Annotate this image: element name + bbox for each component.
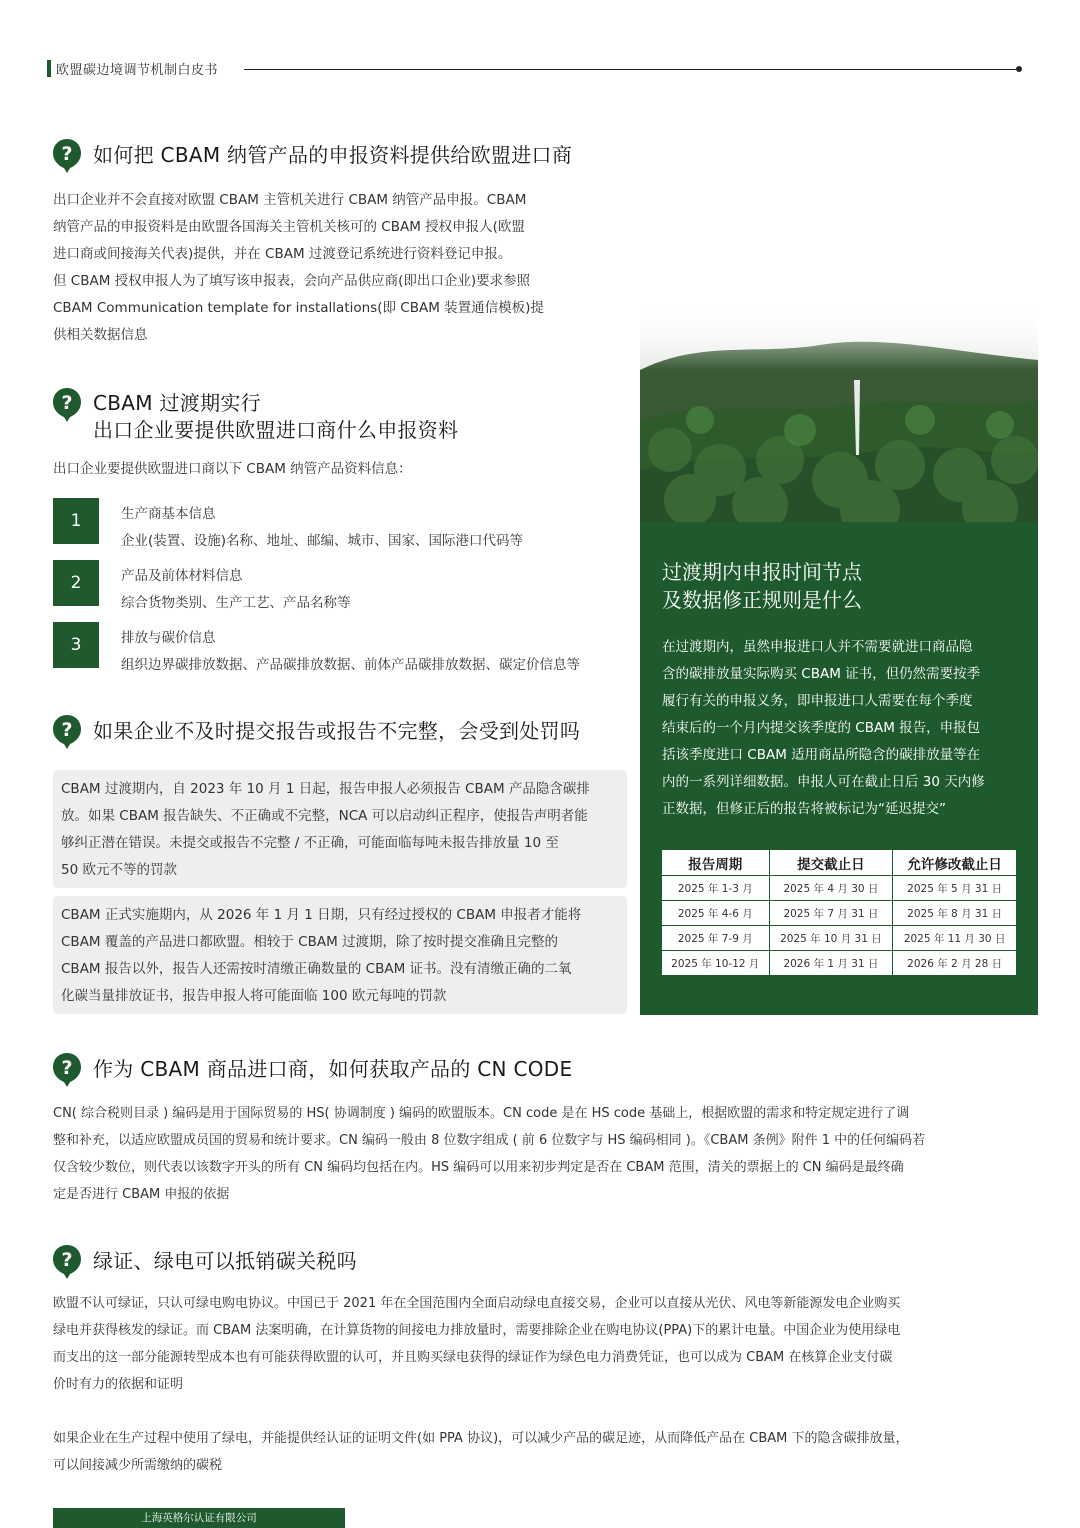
table-header-cell: 允许修改截止日 (893, 850, 1017, 876)
section-heading: 作为 CBAM 商品进口商，如何获取产品的 CN CODE (93, 1057, 573, 1081)
list-item-desc: 组织边界碳排放数据、产品碳排放数据、前体产品碳排放数据、碳定价信息等 (121, 657, 580, 673)
table-cell: 2025 年 4-6 月 (662, 901, 770, 926)
waterfall-forest-photo (640, 300, 1038, 522)
table-cell: 2026 年 2 月 28 日 (893, 951, 1017, 976)
list-number-badge: 1 (53, 498, 99, 544)
table-row (662, 951, 1017, 976)
table-header-cell: 提交截止日 (769, 850, 893, 876)
list-item-title: 排放与碳价信息 (121, 630, 216, 646)
page-header (47, 58, 1022, 80)
table-cell: 2025 年 7-9 月 (662, 926, 770, 951)
document-title: 欧盟碳边境调节机制白皮书 (56, 63, 219, 78)
table-header-row (662, 850, 1017, 876)
footer-company: 上海英格尔认证有限公司 (53, 1508, 345, 1528)
section-heading: 绿证、绿电可以抵销碳关税吗 (93, 1249, 357, 1273)
table-cell: 2025 年 10 月 31 日 (769, 926, 893, 951)
header-rule (244, 69, 1018, 70)
list-number-badge: 3 (53, 622, 99, 668)
list-item-title: 产品及前体材料信息 (121, 568, 243, 584)
table-header-cell: 报告周期 (662, 850, 770, 876)
question-icon (52, 387, 82, 423)
question-icon (52, 138, 82, 174)
table-row (662, 876, 1017, 901)
section-heading: 出口企业要提供欧盟进口商什么申报资料 (93, 418, 459, 442)
header-accent-bar (47, 60, 51, 77)
section-heading: 如何把 CBAM 纳管产品的申报资料提供给欧盟进口商 (93, 143, 573, 167)
panel-title: 过渡期内申报时间节点 及数据修正规则是什么 (662, 560, 862, 612)
question-icon (52, 714, 82, 750)
header-rule-dot (1016, 66, 1022, 72)
penalty-info-box: CBAM 过渡期内，自 2023 年 10 月 1 日起，报告申报人必须报告 CBAM 产品隐含碳排 放。如果 CBAM 报告缺失、不正确或不完整，NCA 可以启动纠正程序，使报告声明者能 够纠正潜在错误。未提交或报告不完整 / 不正确，可能面临每吨未报告排放量 10 至 50 欧元不等的罚款 (53, 770, 627, 888)
section-paragraph: 出口企业并不会直接对欧盟 CBAM 主管机关进行 CBAM 纳管产品申报。CBAM 纳管产品的申报资料是由欧盟各国海关主管机关核可的 CBAM 授权申报人(欧盟 进口商或间接海关代表)提供，并在 CBAM 过渡登记系统进行资料登记申报。 但 CBAM 授权申报人为了填写该申报表，会向产品供应商(即出口企业)要求参照 CBAM Communication template for installations(即 CBAM 装置通信模板)提 供相关数据信息 (53, 192, 544, 343)
question-icon (52, 1244, 82, 1280)
section-heading: 如果企业不及时提交报告或报告不完整，会受到处罚吗 (93, 719, 581, 743)
table-cell: 2026 年 1 月 31 日 (769, 951, 893, 976)
list-number-badge: 2 (53, 560, 99, 606)
table-cell: 2025 年 10-12 月 (662, 951, 770, 976)
table-row (662, 901, 1017, 926)
table-cell: 2025 年 1-3 月 (662, 876, 770, 901)
section-heading: CBAM 过渡期实行 (93, 391, 261, 415)
section-intro: 出口企业要提供欧盟进口商以下 CBAM 纳管产品资料信息： (53, 461, 412, 477)
table-row (662, 926, 1017, 951)
table-cell: 2025 年 8 月 31 日 (893, 901, 1017, 926)
section-paragraph: 如果企业在生产过程中使用了绿电，并能提供经认证的证明文件(如 PPA 协议)，可以减少产品的碳足迹，从而降低产品在 CBAM 下的隐含碳排放量， 可以间接减少所需缴纳的碳税 (53, 1431, 909, 1473)
penalty-info-box: CBAM 正式实施期内，从 2026 年 1 月 1 日期，只有经过授权的 CBAM 申报者才能将 CBAM 覆盖的产品进口都欧盟。相较于 CBAM 过渡期，除了按时提交准确且完整的 CBAM 报告以外，报告人还需按时清缴正确数量的 CBAM 证书。没有清缴正确的二氧 化碳当量排放证书，报告申报人将可能面临 100 欧元每吨的罚款 (53, 896, 627, 1014)
table-cell: 2025 年 7 月 31 日 (769, 901, 893, 926)
list-item-title: 生产商基本信息 (121, 506, 216, 522)
table-cell: 2025 年 5 月 31 日 (893, 876, 1017, 901)
table-cell: 2025 年 11 月 30 日 (893, 926, 1017, 951)
section-paragraph: 欧盟不认可绿证，只认可绿电购电协议。中国已于 2021 年在全国范围内全面启动绿电直接交易，企业可以直接从光伏、风电等新能源发电企业购买 绿电并获得核发的绿证。而 CBAM 法案明确，在计算货物的间接电力排放量时，需要排除企业在购电协议(PPA)下的累计电量。中国企业为使用绿电 而支出的这一部分能源转型成本也有可能获得欧盟的认可，并且购买绿电获得的绿证作为绿色电力消费凭证，也可以成为 CBAM 在核算企业支付碳 价时有力的依据和证明 (53, 1296, 901, 1392)
table-cell: 2025 年 4 月 30 日 (769, 876, 893, 901)
panel-paragraph: 在过渡期内，虽然申报进口人并不需要就进口商品隐 含的碳排放量实际购买 CBAM 证书，但仍然需要按季 履行有关的申报义务，即申报进口人需要在每个季度 结束后的一个月内提交该季度的 CBAM 报告，申报包 括该季度进口 CBAM 适用商品所隐含的碳排放量等在 内的一系列详细数据。申报人可在截止日后 30 天内修 正数据，但修正后的报告将被标记为“延迟提交” (662, 639, 985, 817)
deadline-table (661, 849, 1017, 976)
list-item-desc: 综合货物类别、生产工艺、产品名称等 (121, 595, 351, 611)
list-item-desc: 企业(装置、设施)名称、地址、邮编、城市、国家、国际港口代码等 (121, 533, 524, 549)
section-paragraph: CN( 综合税则目录 ) 编码是用于国际贸易的 HS( 协调制度 ) 编码的欧盟版本。CN code 是在 HS code 基础上，根据欧盟的需求和特定规定进行了调 整和补充，以适应欧盟成员国的贸易和统计要求。CN 编码一般由 8 位数字组成 ( 前 6 位数字与 HS 编码相同 )。《CBAM 条例》附件 1 中的任何编码若 仅含较少数位，则代表以该数字开头的所有 CN 编码均包括在内。HS 编码可以用来初步判定是否在 CBAM 范围，清关的票据上的 CN 编码是最终确 定是否进行 CBAM 申报的依据 (53, 1106, 926, 1202)
question-icon (52, 1052, 82, 1088)
